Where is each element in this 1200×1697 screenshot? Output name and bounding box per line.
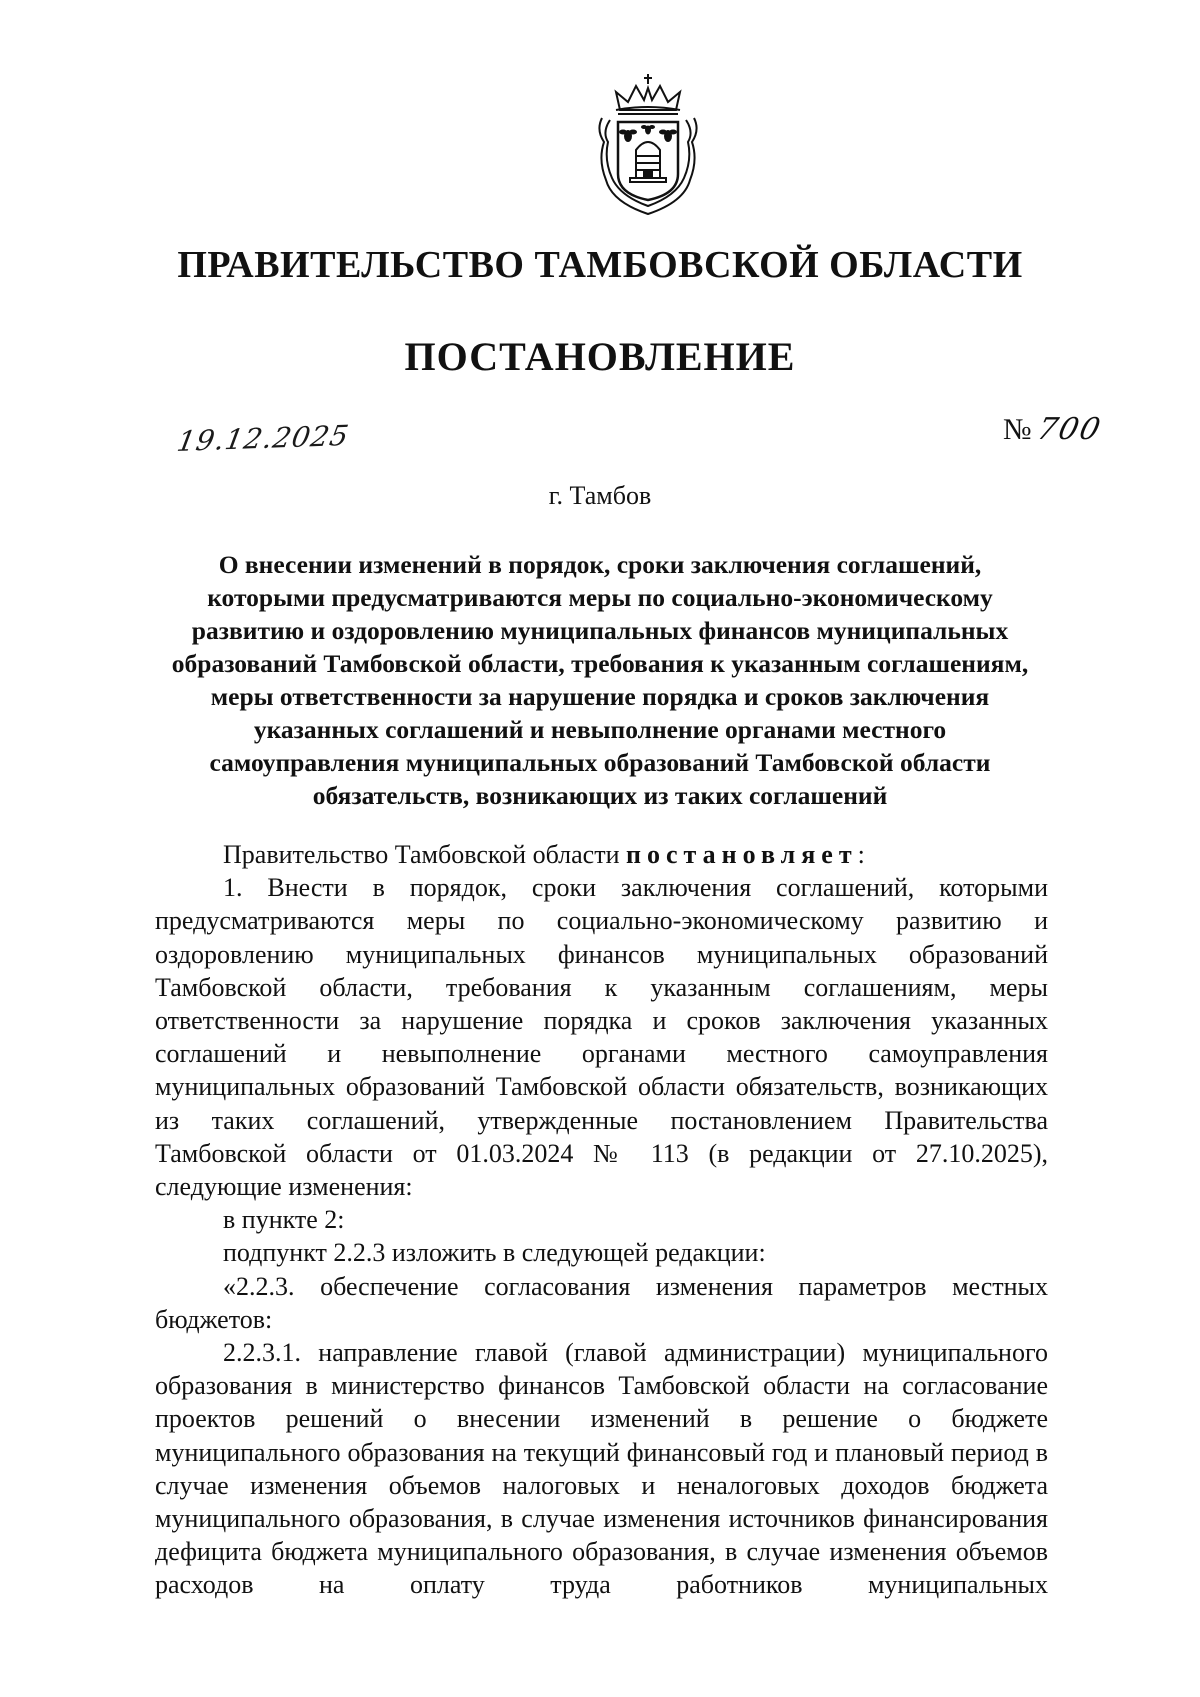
document-number [1003,412,1106,447]
number-sign: № [1003,413,1032,446]
city-line: г. Тамбов [548,481,652,510]
subject-line: О внесении изменений в порядок, сроки заключения соглашений, [218,550,982,579]
quote-2-2-3-paragraph: «2.2.3. обеспечение согласования изменения параметров местных бюджетов: [155,1271,1048,1334]
tambov-coat-of-arms-icon [592,70,704,218]
subpoint-paragraph: подпункт 2.2.3 изложить в следующей редакции: [223,1238,766,1268]
subject-line: обязательств, возникающих из таких соглашений [312,781,888,810]
subject-line: которыми предусматриваются меры по социально-экономическому [207,583,993,612]
intro-suffix: : [857,840,865,869]
subject-line: самоуправления муниципальных образований Тамбовской области [209,748,991,777]
subject-line: развитию и оздоровлению муниципальных финансов муниципальных [191,616,1009,645]
document-subject [140,548,1060,812]
organization-title: ПРАВИТЕЛЬСТВО ТАМБОВСКОЙ ОБЛАСТИ [177,244,1023,286]
subject-line: образований Тамбовской области, требования к указанным соглашениям, [171,649,1029,678]
intro-prefix: Правительство Тамбовской области [223,840,626,869]
intro-paragraph [155,838,1048,871]
document-body [155,838,1048,1602]
paragraph-2-2-3-1: 2.2.3.1. направление главой (главой администрации) муниципального образования в министерство финансов Тамбовской области на согласование проектов решений о внесении изменений в решение о бюджете муниципального образования на текущий финансовый год и плановый период в случае изменения объемов налоговых и неналоговых доходов бюджета муниципального образования, в случае изменения источников финансирования дефицита бюджета муниципального образования, в случае изменения объемов расходов на оплату труда работников муниципальных [155,1338,1048,1600]
handwritten-date: 19.12.2025 [174,419,352,458]
handwritten-number: 700 [1033,412,1106,447]
subject-line: меры ответственности за нарушение порядка и сроков заключения [210,682,990,711]
in-point-paragraph: в пункте 2: [223,1205,345,1235]
subject-line: указанных соглашений и невыполнение органами местного [253,715,947,744]
intro-verb: постановляет [626,840,858,869]
item-1-paragraph: 1. Внести в порядок, сроки заключения соглашений, которыми предусматриваются меры по социально-экономическому развитию и оздоровлению муниципальных финансов муниципальных образований Тамбовской области, требования к указанным соглашениям, меры ответственности за нарушение порядка и сроков заключения указанных соглашений и невыполнение органами местного самоуправления муниципальных образований Тамбовской области обязательств, возникающих из таких соглашений, утвержденные постановлением Правительства Тамбовской области от 01.03.2024 № 113 (в редакции от 27.10.2025), следующие изменения: [155,873,1048,1202]
document-type: ПОСТАНОВЛЕНИЕ [404,334,796,379]
